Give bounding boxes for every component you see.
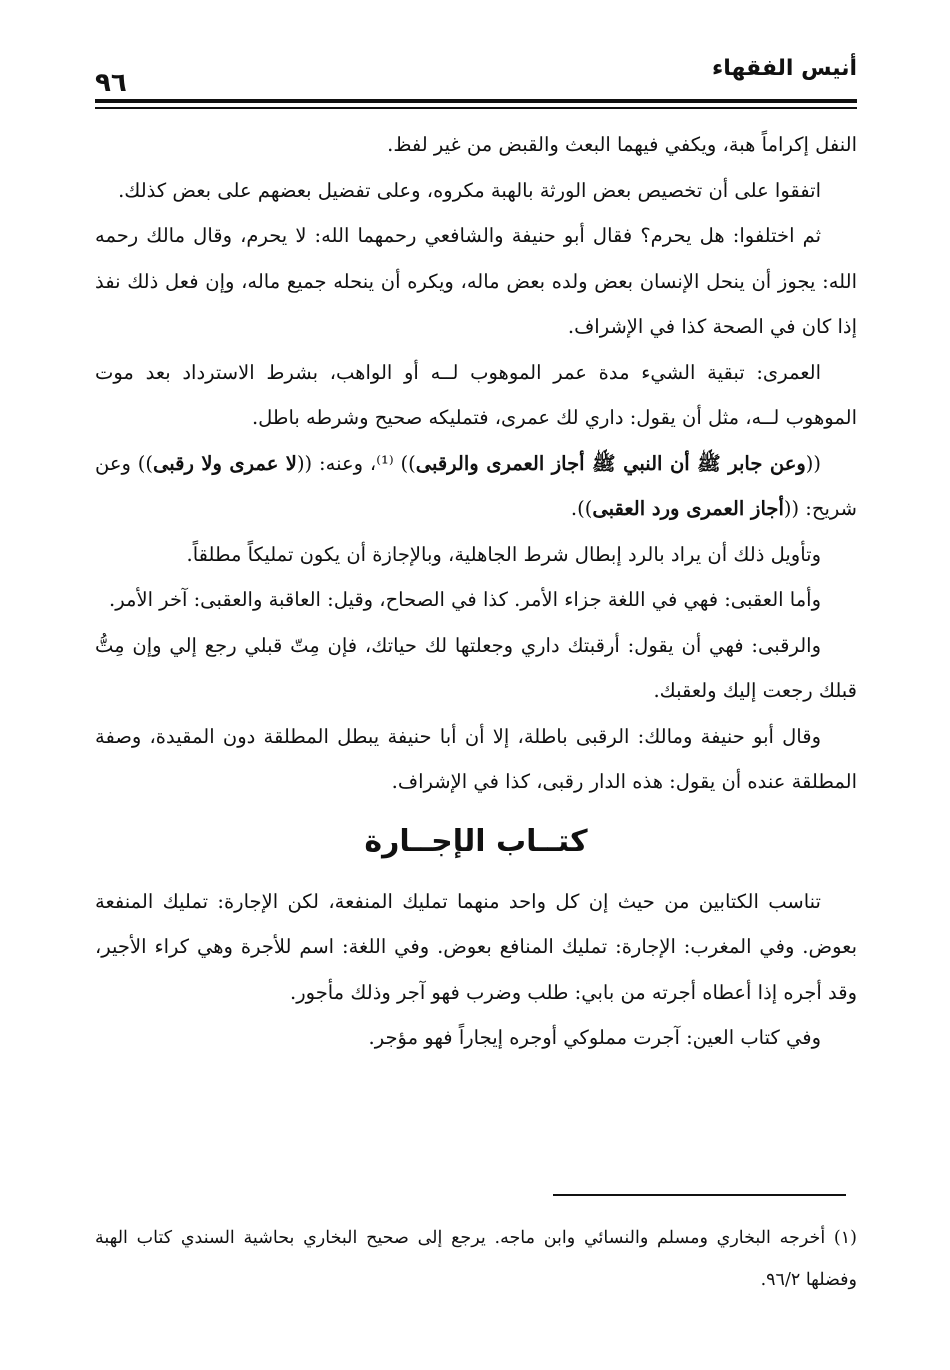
footnote-separator [553, 1194, 846, 1196]
quote-mark: )). [570, 497, 593, 520]
body-text [95, 122, 857, 1061]
connector-text: )) وعن شريح: (( [95, 451, 857, 520]
hadith-paragraph [95, 441, 857, 532]
paragraph: العمرى: تبقية الشيء مدة عمر الموهوب لــه أو الواهب، بشرط الاسترداد بعد موت الموهوب لــه، مثل أن يقول: داري لك عمرى، فتمليكه صحيح وشرطه باطل. [95, 360, 857, 429]
paragraph: والرقبى: فهي أن يقول: أرقبتك داري وجعلتها لك حياتك، فإن مِتّ قبلي رجع إلي وإن مِتُّ قبلك رجعت إليك ولعقبك. [95, 633, 857, 702]
footnote-reference: )) ⁽¹⁾، وعنه: (( [296, 451, 416, 475]
running-header [95, 48, 857, 100]
hadith-text: لا عمرى ولا رقبى [153, 451, 297, 475]
paragraph: وتأويل ذلك أن يراد بالرد إبطال شرط الجاهلية، وبالإجازة أن يكون تمليكاً مطلقاً. [186, 542, 821, 566]
chapter-heading: كتــاب الإجــارة [364, 823, 588, 859]
quote-mark: (( [805, 451, 822, 475]
book-title: أنيس الفقهاء [711, 56, 857, 81]
paragraph: تناسب الكتابين من حيث إن كل واحد منهما تمليك المنفعة، لكن الإجارة: تمليك المنفعة بعوض. وفي المغرب: الإجارة: تمليك المنافع بعوض. وفي اللغة: اسم للأجرة وهي كراء الأجير، وقد أجره إذا أعطاه أجرته من بابي: طلب وضرب فهو آجر وذلك مأجور. [95, 889, 857, 1004]
page-number: ٩٦ [95, 68, 127, 98]
paragraph: وأما العقبى: فهي في اللغة جزاء الأمر. كذا في الصحاح، وقيل: العاقبة والعقبى: آخر الأمر. [109, 588, 821, 611]
paragraph: اتفقوا على أن تخصيص بعض الورثة بالهبة مكروه، وعلى تفضيل بعضهم على بعض كذلك. [118, 178, 821, 202]
paragraph: وقال أبو حنيفة ومالك: الرقبى باطلة، إلا أن أبا حنيفة يبطل المطلقة دون المقيدة، وصفة المطلقة عنده أن يقول: هذه الدار رقبى، كذا في الإشراف. [95, 724, 857, 793]
paragraph: ثم اختلفوا: هل يحرم؟ فقال أبو حنيفة والشافعي رحمهما الله: لا يحرم، وقال مالك رحمه الله: يجوز أن ينحل الإنسان بعض ولده بعض ماله، ويكره أن ينحله جميع ماله، وإن فعل ذلك نفذ إذا كان في الصحة كذا في الإشراف. [95, 224, 857, 338]
paragraph: النفل إكراماً هبة، ويكفي فيهما البعث والقبض من غير لفظ. [387, 133, 857, 156]
paragraph: وفي كتاب العين: آجرت مملوكي أوجره إيجاراً فهو مؤجر. [368, 1026, 821, 1049]
header-rule-thin [95, 107, 857, 109]
hadith-text: أجاز العمرى ورد العقبى [592, 497, 784, 520]
header-rule-thick [95, 99, 857, 103]
footnotes [95, 1217, 857, 1301]
hadith-text: وعن جابر ﷺ أن النبي ﷺ أجاز العمرى والرقبى [415, 451, 806, 475]
footnote: (١) أخرجه البخاري ومسلم والنسائي وابن ماجه. يرجع إلى صحيح البخاري بحاشية السندي كتاب الهبة وفضلها ٩٦/٢. [95, 1228, 857, 1290]
